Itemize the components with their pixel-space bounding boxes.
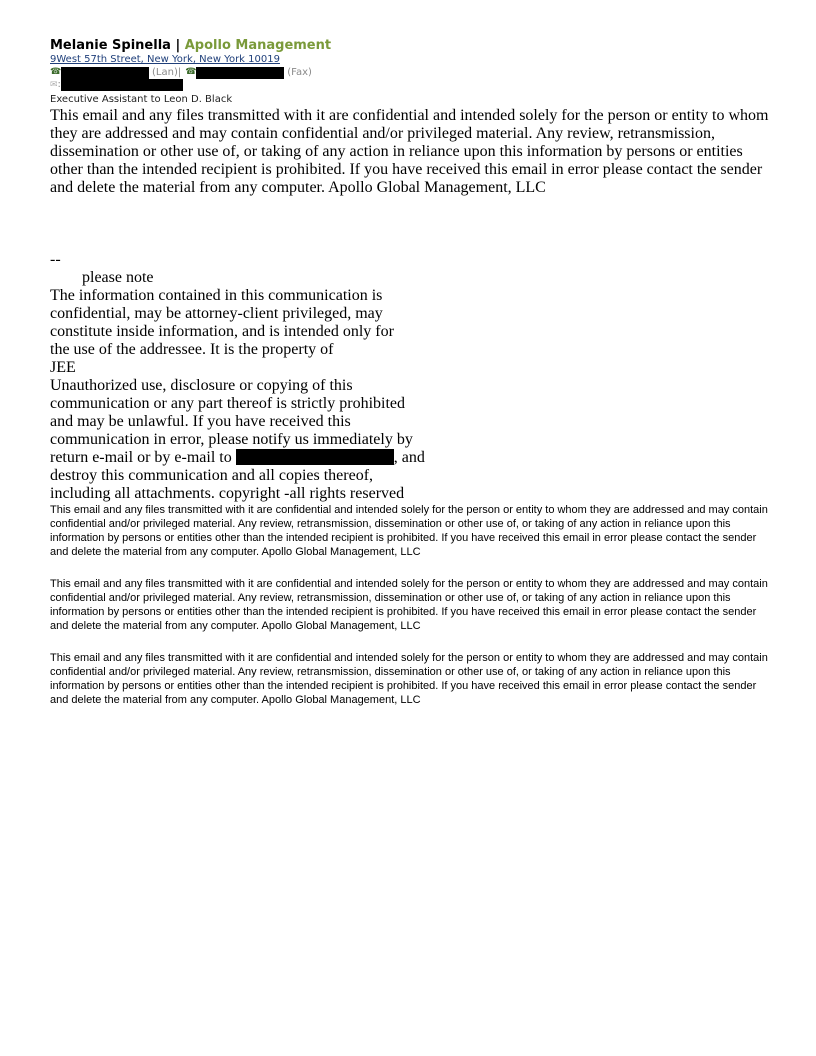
jee-line: communication or any part thereof is strictly prohibited: [50, 395, 406, 412]
redacted-email-address: [236, 449, 394, 465]
signature-name-line: [50, 37, 770, 54]
jee-line: JEE: [50, 359, 76, 376]
redacted-fax-number: [196, 67, 284, 79]
signature-block: [50, 37, 770, 107]
email-label: :: [57, 79, 61, 90]
mail-icon: ✉: [50, 80, 58, 90]
signature-address[interactable]: 9West 57th Street, New York, New York 10019: [50, 54, 280, 65]
signature-email-line: [50, 79, 770, 91]
signature-separator: |: [175, 38, 181, 53]
signature-title: Executive Assistant to Leon D. Black: [50, 94, 233, 105]
jee-return-line: [50, 449, 770, 467]
disclaimer-sans: This email and any files transmitted with it are confidential and intended solely for the person or entity to whom they are addressed and may contain confidential and/or privileged material. Any review, retransmission, dissemination or other use of, or taking of any action in reliance upon this information by persons or entities other than the intended recipient is prohibited. If you have received this email in error please contact the sender and delete the material from any computer. Apollo Global Management, LLC: [50, 652, 768, 706]
jee-line: and may be unlawful. If you have received this: [50, 413, 351, 430]
signature-phone-line: [50, 66, 770, 79]
jee-line: destroy this communication and all copies thereof,: [50, 467, 374, 484]
signature-dashes: --: [50, 251, 61, 268]
return-prefix: return e-mail or by e-mail to: [50, 449, 232, 466]
disclaimer-sans: This email and any files transmitted with it are confidential and intended solely for the person or entity to whom they are addressed and may contain confidential and/or privileged material. Any review, retransmission, dissemination or other use of, or taking of any action in reliance upon this information by persons or entities other than the intended recipient is prohibited. If you have received this email in error please contact the sender and delete the material from any computer. Apollo Global Management, LLC: [50, 578, 768, 632]
jee-line: confidential, may be attorney-client privileged, may: [50, 305, 383, 322]
jee-line: including all attachments. copyright -all rights reserved: [50, 485, 405, 502]
jee-line: The information contained in this communication is: [50, 287, 383, 304]
jee-notice: [50, 251, 770, 503]
fax-phone-icon: ☎: [185, 67, 197, 77]
spacer: [50, 633, 770, 651]
email-document: [50, 37, 770, 707]
signature-name: Melanie Spinella: [50, 38, 171, 53]
phone-icon: ☎: [50, 67, 62, 77]
phone-label: (Lan)|: [152, 67, 182, 78]
return-suffix: , and: [393, 449, 425, 466]
jee-line: Unauthorized use, disclosure or copying of this: [50, 377, 353, 394]
signature-company[interactable]: Apollo Management: [184, 38, 332, 53]
redacted-email: [61, 79, 183, 91]
disclaimer-serif: This email and any files transmitted with it are confidential and intended solely for the person or entity to whom they are addressed and may contain confidential and/or privileged material. Any review, retransmission, dissemination or other use of, or taking of any action in reliance upon this information by persons or entities other than the intended recipient is prohibited. If you have received this email in error please contact the sender and delete the material from any computer. Apollo Global Management, LLC: [50, 107, 769, 196]
spacer: [50, 559, 770, 577]
jee-line: constitute inside information, and is intended only for: [50, 323, 394, 340]
jee-line: communication in error, please notify us immediately by: [50, 431, 413, 448]
redacted-phone-number: [61, 67, 149, 79]
please-note: please note: [82, 269, 154, 286]
fax-label: (Fax): [287, 67, 312, 78]
disclaimer-sans: This email and any files transmitted with it are confidential and intended solely for the person or entity to whom they are addressed and may contain confidential and/or privileged material. Any review, retransmission, dissemination or other use of, or taking of any action in reliance upon this information by persons or entities other than the intended recipient is prohibited. If you have received this email in error please contact the sender and delete the material from any computer. Apollo Global Management, LLC: [50, 504, 768, 558]
jee-line: the use of the addressee. It is the property of: [50, 341, 334, 358]
spacer: [50, 197, 770, 251]
